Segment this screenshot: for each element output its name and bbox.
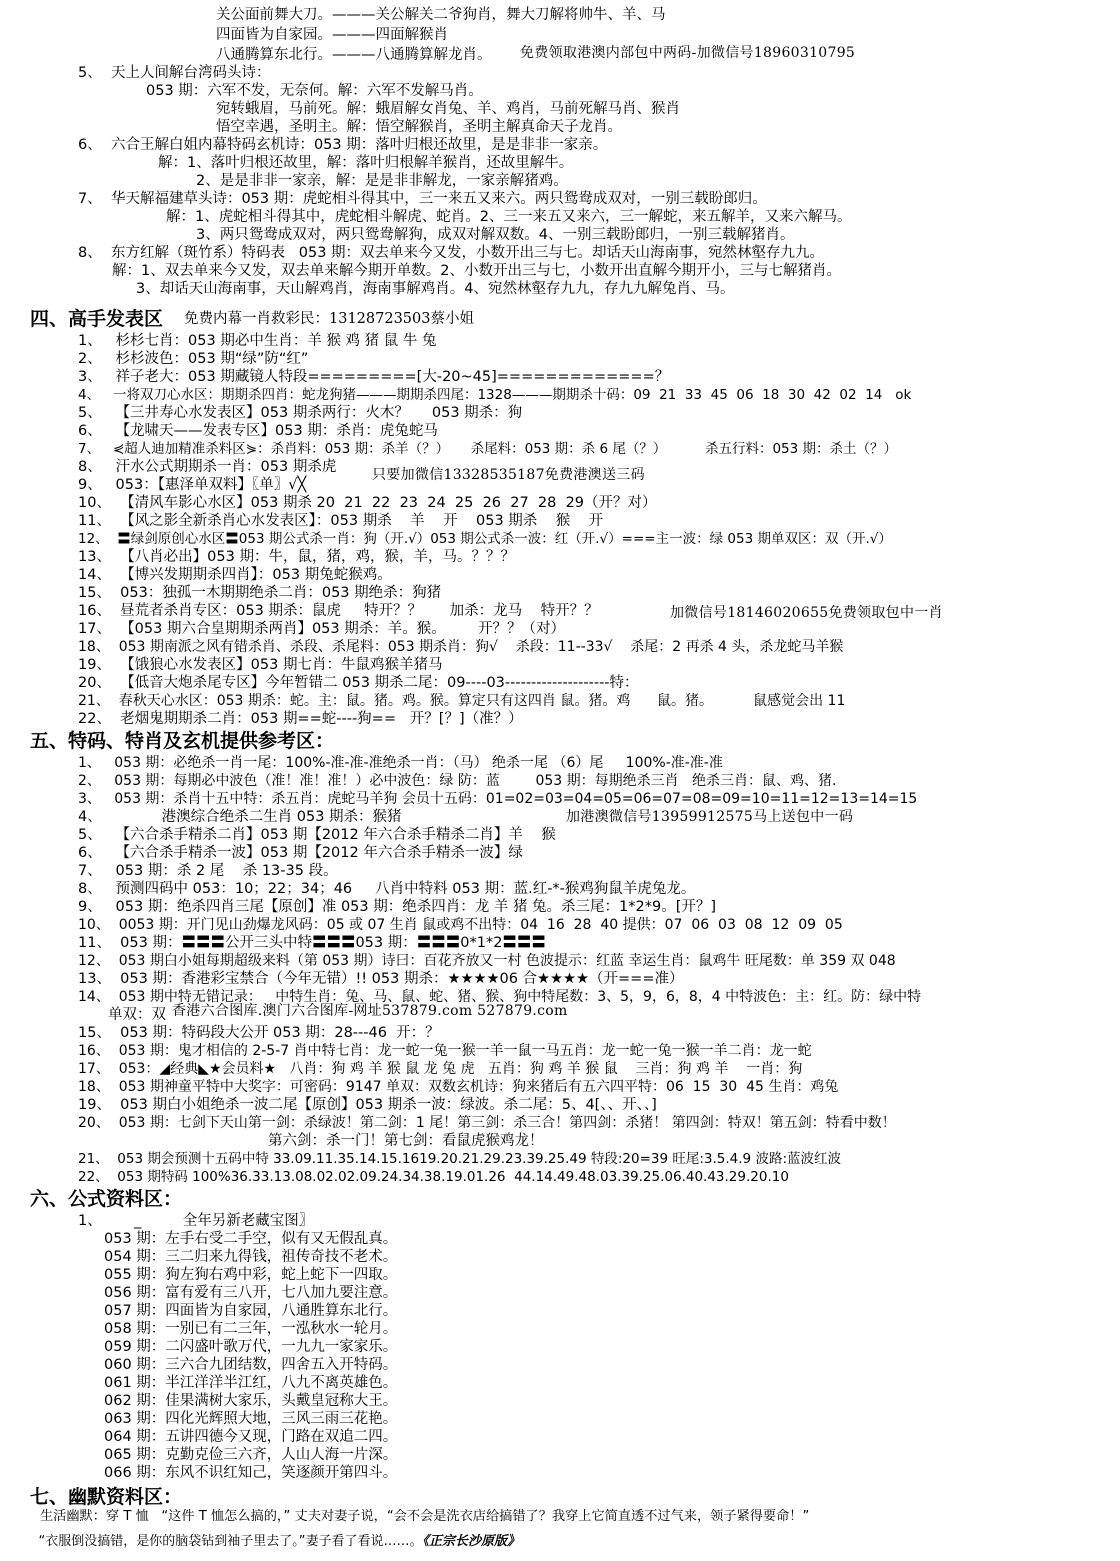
list-item: 14、 053 期中特无错记录： 中特生肖：兔、马、鼠、蛇、猪、猴、狗中特尾数：3、5，9，6，8，4 中特波色：主：红。防：绿中特 [78,989,922,1005]
list-item: 单双：双 [108,1007,166,1023]
list-item: 055 期：狗左狗右鸡中彩，蛇上蛇下一四取。 [104,1267,398,1283]
list-item: 8、 预测四码中 053：10；22；34；46 八肖中特料 053 期：蓝.红-*-猴鸡狗鼠羊虎兔龙。 [78,881,696,897]
joke-line: 生活幽默：穿 T 恤 “这件 T 恤怎么搞的，” 丈夫对妻子说，“会不会是洗衣店给搞错了？我穿上它简直透不过气来，领子紧得要命！” [40,1509,810,1524]
text-line: 悟空幸遇，圣明主。解：悟空解猴肖，圣明主解真命天子龙肖。 [216,119,622,135]
list-item: 5、 【六合杀手精杀二肖】053 期【2012 年六合杀手精杀二肖】羊 猴 [78,827,556,843]
list-item: 20、 【低音大炮杀尾专区】今年暂错二 053 期杀二尾：09----03--------------------特： [78,675,639,691]
text-line: 解：1、落叶归根还故里，解：落叶归根解羊猴肖，还故里解牛。 [158,155,574,171]
list-item: 5、 【三井寿心水发表区】053 期杀两行：火木？ 053 期杀：狗 [78,405,523,421]
list-item: 6、 【六合杀手精杀一波】053 期【2012 年六合杀手精杀一波】绿 [78,845,523,861]
list-item: 1、 杉杉七肖：053 期必中生肖：羊 猴 鸡 猪 鼠 牛 兔 [78,333,437,349]
list-item: 10、 0053 期：开门见山劲爆龙风码：05 或 07 生肖 鼠或鸡不出特：04 16 28 40 提供：07 06 03 08 12 09 05 [78,917,843,933]
list-item: 066 期：东风不识红知己，笑逐颜开第四斗。 [104,1465,398,1481]
list-item: 21、 053 期会预测十五码中特 33.09.11.35.14.15.1619.20.21.29.23.39.25.49 特段:20=39 旺尾:3.5.4.9 波路:蓝波红波 [78,1151,841,1167]
list-item: 19、 053 期白小姐绝杀一波二尾【原创】053 期杀一波：绿波。杀二尾：5、4[、、开、、] [78,1097,657,1113]
list-item: 12、 053 期白小姐每期超级来料（第 053 期）诗曰：百花齐放又一村 色波提示：红蓝 幸运生肖：鼠鸡牛 旺尾数：单 359 双 048 [78,953,896,969]
list-item: 060 期：三六合九团结数，四舍五入开特码。 [104,1357,398,1373]
list-item: 16、 053 期：鬼才相信的 2-5-7 肖中特七肖：龙一蛇一兔一猴一羊一鼠一马五肖：龙一蛇一兔一猴一羊二肖：龙一蛇 [78,1043,812,1059]
list-item: 059 期：二闪盛叶歌万代，一九九一家家乐。 [104,1339,398,1355]
list-item: 065 期：克勤克俭三六齐，人山人海一片深。 [104,1447,398,1463]
list-item: 15、 053 期：特码段大公开 053 期：28---46 开：？ [78,1025,440,1041]
list-header: 1、 _ 全年另新老藏宝图〗 [78,1213,314,1229]
text-line: 3、却话天山海南事，天山解鸡肖，海南事解鸡肖。4、宛然林壑存九九，存九九解兔肖、马。 [136,281,735,297]
text-line: 2、是是非非一家亲，解：是是非非解龙，一家亲解猪鸡。 [196,173,568,189]
section-title: 七、幽默资料区： [30,1486,183,1508]
list-item: 6、 【龙啸天——发表专区】053 期：杀肖：虎兔蛇马 [78,423,438,439]
list-item: 3、 053 期：杀肖十五中特：杀五肖：虎蛇马羊狗 会员十五码：01=02=03=04=05=06=07=08=09=10=11=12=13=14=15 [78,791,918,807]
list-item: 061 期：半江洋洋半江红，八九不离英雄色。 [104,1375,398,1391]
text-line: 8、 东方红解（斑竹系）特码表 053 期：双去单来今又发，小数开出三与七。却话天山海南事，宛然林壑存九九。 [78,245,825,261]
text-line: 四面皆为自家园。———四面解猴肖 [216,27,448,43]
list-item: 22、 053 期特码 100%36.33.13.08.02.02.09.24.34.38.19.01.26 44.14.49.48.03.39.25.06.40.43.29.20.10 [78,1169,789,1185]
list-item: 20、 053 期：七剑下天山第一剑：杀绿波！第二剑：1 尾！第三剑：杀三合！第四剑：杀猪！ 第四剑：特双！第五剑：特看中数！ [78,1115,896,1131]
list-item: 15、 053：独孤一木期期绝杀二肖：053 期绝杀：狗猪 [78,585,442,601]
list-item: 14、 【博兴发期期杀四肖】：053 期兔蛇猴鸡。 [78,567,392,583]
text-line: 关公面前舞大刀。———关公解关二爷狗肖，舞大刀解将帅牛、羊、马 [216,7,666,23]
list-item: 8、 汗水公式期期杀一肖：053 期杀虎 [78,459,337,475]
list-item: 1、 053 期：必绝杀一肖一尾：100%-准-准-准绝杀一肖：（马） 绝杀一尾 （6）尾 100%-准-准-准 [78,755,723,771]
list-item: 4、 港澳综合绝杀二生肖 053 期杀：猴猪 [78,809,402,825]
joke-line [22,1524,520,1560]
list-item: 057 期：四面皆为自家园，八通胜算东北行。 [104,1303,398,1319]
text-line: 053 期：六军不发，无奈何。解：六军不发解马肖。 [146,83,483,99]
overlay-ad: 加微信号18146020655免费领取包中一肖 [670,605,943,621]
overlay-ad: 免费领取港澳内部包中两码-加微信号18960310795 [520,45,856,61]
list-item: 2、 杉杉波色：053 期“绿”防“红” [78,351,309,367]
text-line: 解：1、虎蛇相斗得其中，虎蛇相斗解虎、蛇肖。2、三一来五又来六，三一解蛇，来五解羊，又来六解马。 [166,209,852,225]
list-item: 058 期：一别已有二三年，一泓秋水一轮月。 [104,1321,398,1337]
text-line: 八通腾算东北行。———八通腾算解龙肖。 [216,47,492,63]
list-item: 第六剑：杀一门！第七剑：看鼠虎猴鸡龙！ [268,1133,544,1149]
source-signature: 《正宗长沙原版》 [422,1534,521,1549]
list-item: 7、 ⋞超人迪加精准杀料区⋟：杀肖料：053 期：杀羊（？） 杀尾料：053 期：杀 6 尾（？） 杀五行料：053 期：杀土（？） [78,441,898,457]
list-item: 4、 一将双刀心水区：期期杀四肖：蛇龙狗猪———期期杀四尾：1328———期期杀十码：09 21 33 45 06 18 30 42 02 14 ok [78,387,912,403]
overlay-ad: 加港澳微信号13959912575马上送包中一码 [566,809,854,825]
list-item: 18、 053 期神童平特中大奖字：可密码：9147 单双：双数玄机诗：狗来猪后有五六四平特：06 15 30 45 生肖：鸡兔 [78,1079,839,1095]
list-item: 22、 老烟鬼期期杀二肖：053 期==蛇----狗== 开？[？]（准？） [78,711,523,727]
list-item: 064 期：五讲四德今又现，门路在双追二四。 [104,1429,398,1445]
list-item: 13、 053 期：香港彩宝禁合（今年无错）!! 053 期杀：★★★★06 合★★★★（开===准） [78,971,684,987]
list-item: 11、 053 期：〓〓〓公开三头中特〓〓〓053 期：〓〓〓0*1*2〓〓〓 [78,935,546,951]
list-item: 16、 昼荒者杀肖专区：053 期杀：鼠虎 特开？？ 加杀：龙马 特开？？ [78,603,599,619]
text-line: 5、 天上人间解台湾码头诗： [78,65,271,81]
list-item: 9、 053：【惠泽单双料】〖单〗√╳ [78,477,307,493]
list-item: 19、 【饿狼心水发表区】053 期七肖：牛鼠鸡猴羊猪马 [78,657,443,673]
list-item: 12、 〓绿剑原创心水区〓053 期公式杀一肖：狗（开.√）053 期公式杀一波：红（开.√）===主一波：绿 053 期单双区：双（开.√） [78,531,892,547]
joke-text: “衣服倒没搞错，是你的脑袋钻到袖子里去了。”妻子看了看说……。 [38,1534,423,1549]
text-line: 6、 六合王解白姐内幕特码玄机诗：053 期：落叶归根还故里，是是非非一家亲。 [78,137,608,153]
list-item: 063 期：四化光辉照大地，三风三雨三花艳。 [104,1411,398,1427]
text-line: 解：1、双去单来今又发，双去单来解今期开单数。2、小数开出三与七，小数开出直解今期开小，三与七解猪肖。 [112,263,841,279]
section-title: 四、高手发表区 [30,308,164,330]
list-item: 11、 【风之影全新杀肖心水发表区】：053 期杀 羊 开 053 期杀 猴 开 [78,513,604,529]
list-item: 062 期：佳果满树大家乐，头戴皇冠称大王。 [104,1393,398,1409]
list-item: 10、 【清风车影心水区】053 期杀 20 21 22 23 24 25 26 27 28 29（开？对） [78,495,657,511]
text-line: 宛转蛾眉，马前死。解：蛾眉解女肖兔、羊、鸡肖，马前死解马肖、猴肖 [216,101,680,117]
list-item: 053 期：左手右受二手空，似有又无假乱真。 [104,1231,398,1247]
list-item: 21、 春秋天心水区：053 期杀：蛇。主：鼠。猪。鸡。猴。算定只有这四肖 鼠。猪。鸡 鼠。猪。 鼠感觉会出 11 [78,693,846,709]
list-item: 2、 053 期：每期必中波色（准！准！准！）必中波色：绿 防：蓝 053 期：每期绝杀三肖 绝杀三肖：鼠、鸡、猪. [78,773,837,789]
list-item: 7、 053 期：杀 2 尾 杀 13-35 段。 [78,863,338,879]
list-item: 17、 【053 期六合皇期期杀两肖】053 期杀：羊。猴。 开？？（对） [78,621,566,637]
list-item: 17、 053：◢经典◣★会员料★ 八肖：狗 鸡 羊 猴 鼠 龙 兔 虎 五肖：狗 鸡 羊 猴 鼠 三肖：狗 鸡 羊 一肖：狗 [78,1061,803,1077]
text-line: 7、 华天解福建草头诗：053 期：虎蛇相斗得其中，三一来五又来六。两只鸳鸯成双对，一别三载盼郎归。 [78,191,767,207]
list-item: 054 期：三二归来九得钱，祖传奇技不老术。 [104,1249,398,1265]
list-item: 9、 053 期：绝杀四肖三尾【原创】准 053 期：绝杀四肖：龙 羊 猪 兔。杀三尾：1*2*9。[开？] [78,899,717,915]
list-item: 3、 祥子老大：053 期藏镜人特段=========[大-20~45]=============？ [78,369,670,385]
text-line: 3、两只鸳鸯成双对，两只鸳鸯解狗，成双对解双数。4、一别三载盼郎归，一别三载解猪肖。 [196,227,795,243]
section-title: 五、特码、特肖及玄机提供参考区： [30,730,335,752]
section-subtitle: 免费内幕一肖救彩民：13128723503蔡小姐 [184,311,474,327]
section-title: 六、公式资料区： [30,1188,183,1210]
overlay-ad: 香港六合图库.澳门六合图库-网址537879.com 527879.com [172,1003,568,1019]
overlay-ad: 只要加微信13328535187免费港澳送三码 [372,467,645,483]
list-item: 18、 053 期南派之风有错杀肖、杀段、杀尾料：053 期杀肖：狗√ 杀段：11--33√ 杀尾：2 再杀 4 头，杀龙蛇马羊猴 [78,639,844,655]
list-item: 056 期：富有爱有三八开，七八加九要注意。 [104,1285,398,1301]
list-item: 13、 【八肖必出】053 期：牛，鼠，猪，鸡，猴，羊，马。？？？ [78,549,515,565]
